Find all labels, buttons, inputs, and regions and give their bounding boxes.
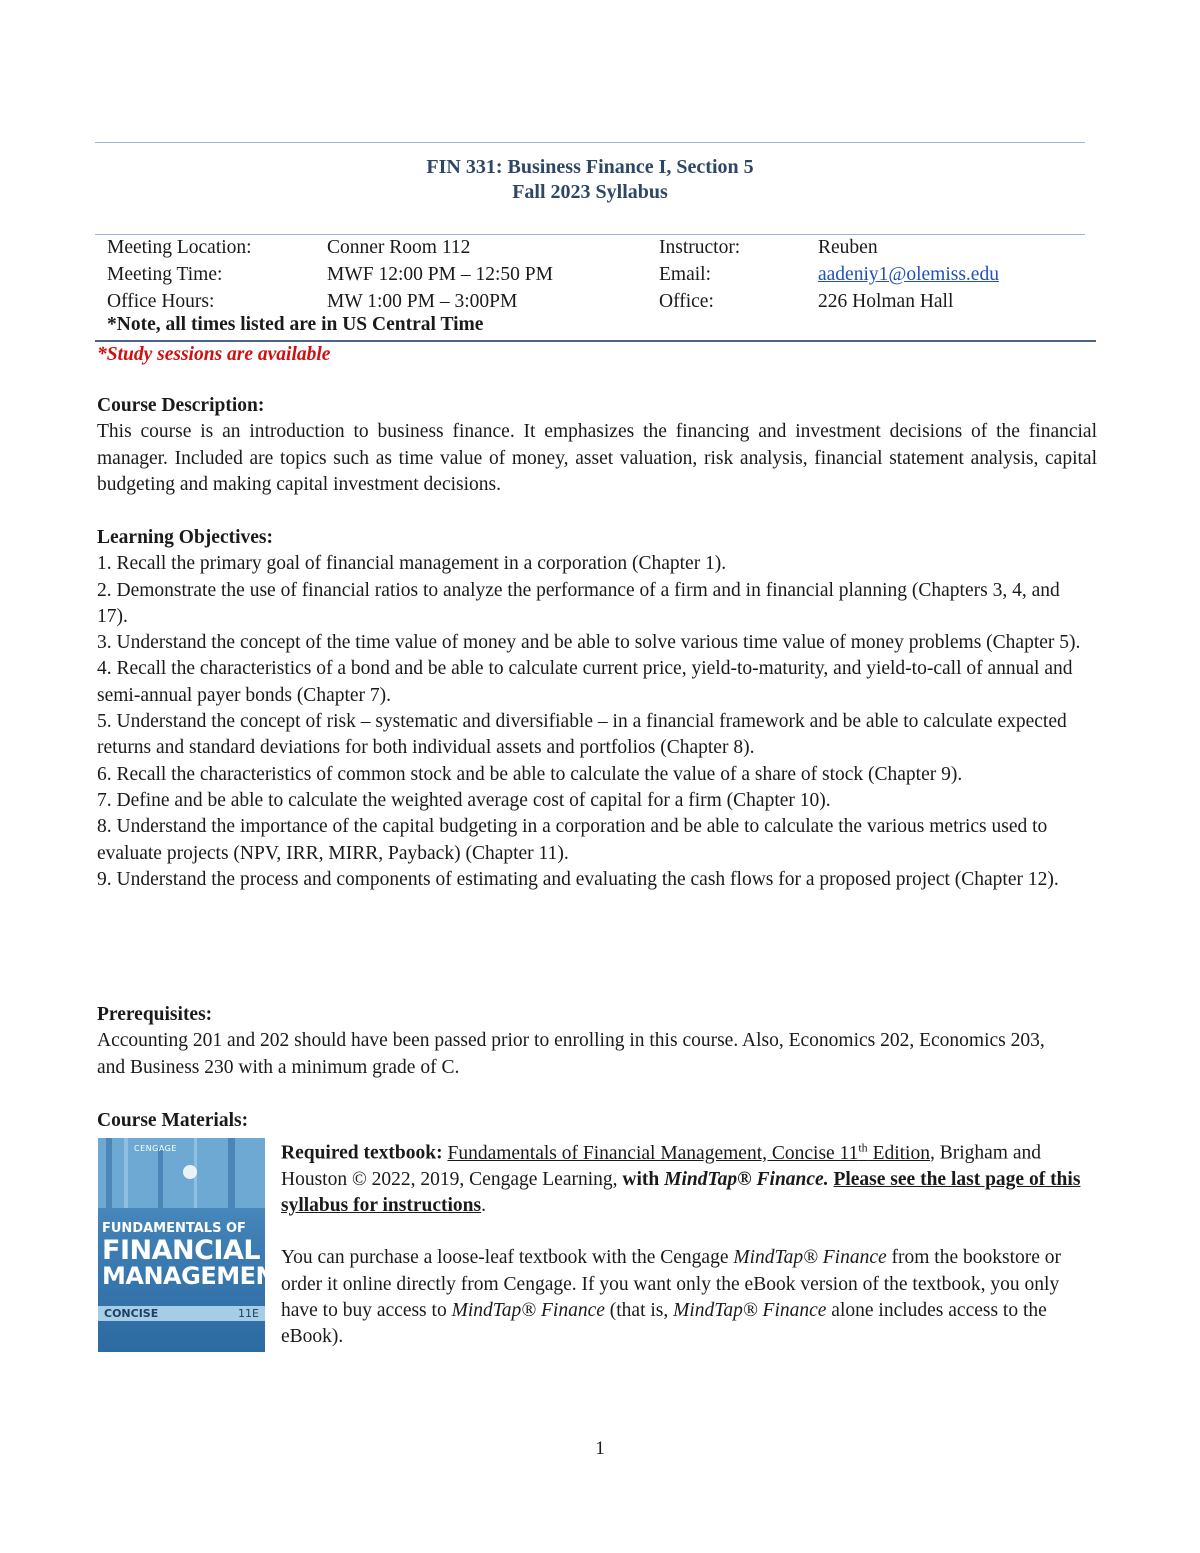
cover-edition-label: 11E	[238, 1307, 259, 1320]
course-description-section	[97, 393, 1097, 498]
info-value: MW 1:00 PM – 3:00PM	[327, 291, 518, 312]
section-heading: Learning Objectives:	[97, 527, 274, 548]
prerequisites-section	[97, 1002, 1062, 1081]
objective-item: 3. Understand the concept of the time value of money and be able to solve various time value of money problems (Chapter 5).	[97, 632, 1081, 654]
course-materials-text	[281, 1134, 1093, 1351]
objective-item: 5. Understand the concept of risk – systematic and diversifiable – in a financial framework and be able to calculate expected returns and standard deviations for both individual assets and portfolios (Chapter 8).	[97, 711, 1067, 759]
cover-building-graphic	[98, 1138, 265, 1208]
course-description-text: This course is an introduction to business finance. It emphasizes the financing and investment decisions of the financial manager. Included are topics such as time value of money, asset valuation, risk analysis, financial statement analysis, capital budgeting and making capital investment decisions.	[97, 421, 1097, 495]
info-value: Reuben	[818, 237, 878, 258]
info-value: Conner Room 112	[327, 237, 471, 258]
prerequisites-text: Accounting 201 and 202 should have been passed prior to enrolling in this course. Also, Economics 202, Economics 203, and Business 230 with a minimum grade of C.	[97, 1030, 1045, 1078]
info-label: Meeting Time:	[107, 264, 223, 285]
info-value: MWF 12:00 PM – 12:50 PM	[327, 264, 553, 285]
learning-objectives-section	[97, 525, 1087, 893]
cover-brand: CENGAGE	[134, 1144, 177, 1153]
section-heading: Course Materials:	[97, 1110, 249, 1131]
info-label: Email:	[659, 264, 711, 285]
time-zone-note: *Note, all times listed are in US Central Time	[107, 314, 484, 335]
info-bottom-divider	[95, 340, 1096, 342]
section-heading: Course Description:	[97, 395, 265, 416]
objective-item: 8. Understand the importance of the capital budgeting in a corporation and be able to calculate the various metrics used to evaluate projects (NPV, IRR, MIRR, Payback) (Chapter 11).	[97, 816, 1048, 864]
cover-concise-label: CONCISE	[104, 1307, 159, 1320]
objective-item: 2. Demonstrate the use of financial ratios to analyze the performance of a firm and in financial planning (Chapters 3, 4, and 17).	[97, 579, 1060, 627]
objective-item: 1. Recall the primary goal of financial management in a corporation (Chapter 1).	[97, 553, 727, 575]
textbook-cover-image	[98, 1138, 291, 1352]
objective-item: 6. Recall the characteristics of common stock and be able to calculate the value of a share of stock (Chapter 9).	[97, 763, 963, 785]
info-label: Office Hours:	[107, 291, 215, 312]
required-textbook-paragraph: Required textbook: Fundamentals of Financial Management, Concise 11th Edition, Brigham and Houston © 2022, 2019, Cengage Learning, with MindTap® Finance. Please see the last page of this syllabus for instructions.	[281, 1140, 1081, 1217]
email-link[interactable]: aadeniy1@olemiss.edu	[818, 264, 999, 285]
document-title: FIN 331: Business Finance I, Section 5	[426, 156, 754, 178]
purchase-options-paragraph: You can purchase a loose-leaf textbook with the Cengage MindTap® Finance from the bookstore or order it online directly from Cengage. If you want only the eBook version of the textbook, you only have to buy access to MindTap® Finance (that is, MindTap® Finance alone includes access to the eBook).	[281, 1247, 1062, 1348]
objective-item: 9. Understand the process and components of estimating and evaluating the cash flows for a proposed project (Chapter 12).	[97, 868, 1059, 890]
objective-item: 7. Define and be able to calculate the weighted average cost of capital for a firm (Chapter 10).	[97, 789, 831, 811]
info-value: 226 Holman Hall	[818, 291, 954, 312]
page-number: 1	[595, 1438, 605, 1459]
objective-item: 4. Recall the characteristics of a bond and be able to calculate current price, yield-to-maturity, and yield-to-call of annual and semi-annual payer bonds (Chapter 7).	[97, 658, 1073, 706]
course-materials-heading-block	[97, 1108, 1097, 1134]
document-subtitle: Fall 2023 Syllabus	[512, 181, 668, 203]
info-label: Instructor:	[659, 237, 741, 258]
cover-title: FUNDAMENTALS OF FINANCIAL MANAGEMENT	[102, 1221, 291, 1290]
section-heading: Prerequisites:	[97, 1004, 213, 1025]
top-divider	[95, 142, 1085, 143]
study-sessions-note: *Study sessions are available	[97, 344, 331, 365]
info-label: Office:	[659, 291, 714, 312]
info-label: Meeting Location:	[107, 237, 252, 258]
